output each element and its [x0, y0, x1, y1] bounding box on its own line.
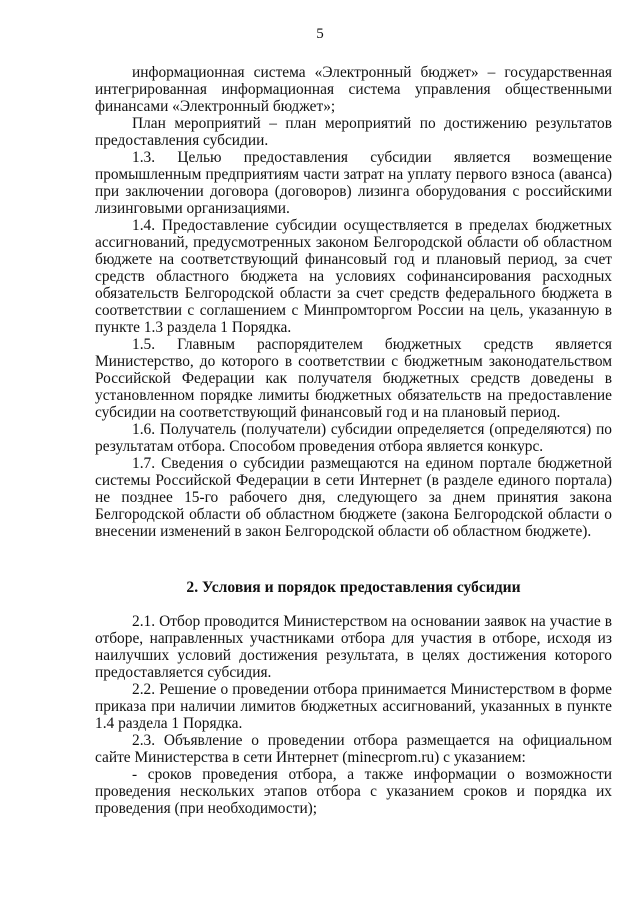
- top-text-block: [95, 64, 612, 540]
- paragraph-definition-action-plan: План мероприятий – план мероприятий по достижению результатов предоставления субсидии.: [95, 115, 612, 149]
- paragraph-2-3-list-item: - сроков проведения отбора, а также информации о возможности проведения нескольких этапов отбора с указанием сроков и порядка их проведения (при необходимости);: [95, 766, 612, 817]
- paragraph-definition-electronic-budget: информационная система «Электронный бюджет» – государственная интегрированная информационная система управления общественными финансами «Электронный бюджет»;: [95, 64, 612, 115]
- section-heading: 2. Условия и порядок предоставления субсидии: [186, 579, 521, 596]
- paragraph-2-3: 2.3. Объявление о проведении отбора размещается на официальном сайте Министерства в сети Интернет (minecprom.ru) с указанием:: [95, 732, 612, 766]
- paragraph-1-5: 1.5. Главным распорядителем бюджетных средств является Министерство, до которого в соответствии с бюджетным законодательством Российской Федерации как получателя бюджетных средств доведены в установленном порядке лимиты бюджетных обязательств на предоставление субсидии на соответствующий финансовый год и на плановый период.: [95, 336, 612, 421]
- paragraph-1-3: 1.3. Целью предоставления субсидии является возмещение промышленным предприятиям части затрат на уплату первого взноса (аванса) при заключении договора (договоров) лизинга оборудования с российскими лизинговыми организациями.: [95, 149, 612, 217]
- paragraph-2-2: 2.2. Решение о проведении отбора принимается Министерством в форме приказа при наличии лимитов бюджетных ассигнований, указанных в пункте 1.4 раздела 1 Порядка.: [95, 681, 612, 732]
- paragraph-1-4: 1.4. Предоставление субсидии осуществляется в пределах бюджетных ассигнований, предусмотренных законом Белгородской области об областном бюджете на соответствующий финансовый год и плановый период, за счет средств областного бюджета на условиях софинансирования расходных обязательств Белгородской области за счет средств федерального бюджета в соответствии с соглашением с Минпромторгом России на цель, указанную в пункте 1.3 раздела 1 Порядка.: [95, 217, 612, 336]
- paragraph-2-1: 2.1. Отбор проводится Министерством на основании заявок на участие в отборе, направленных участниками отбора для участия в отборе, исходя из наилучших условий достижения результата, в целях достижения которого предоставляется субсидия.: [95, 613, 612, 681]
- bottom-text-block: [95, 613, 612, 817]
- paragraph-1-6: 1.6. Получатель (получатели) субсидии определяется (определяются) по результатам отбора. Способом проведения отбора является конкурс.: [95, 421, 612, 455]
- paragraph-1-7: 1.7. Сведения о субсидии размещаются на едином портале бюджетной системы Российской Федерации в сети Интернет (в разделе единого портала) не позднее 15-го рабочего дня, следующего за днем принятия закона Белгородской области об областном бюджете (закона Белгородской области о внесении изменений в закон Белгородской области об областном бюджете).: [95, 455, 612, 540]
- section-heading-block: [95, 579, 612, 596]
- page-number: 5: [316, 26, 324, 42]
